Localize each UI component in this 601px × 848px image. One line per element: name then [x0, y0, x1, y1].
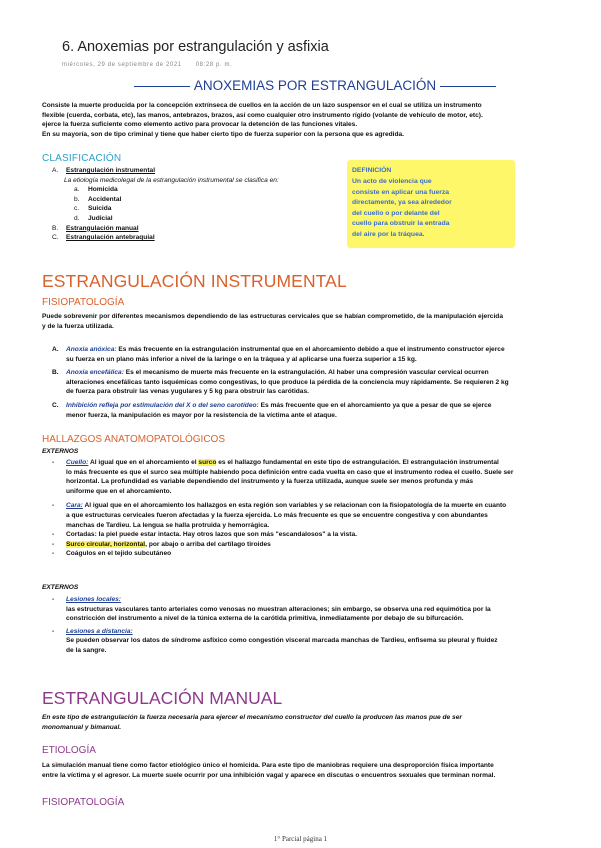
mechanism-term: Inhibición refleja por estimulación del X o del seno carotídeo:	[66, 401, 259, 409]
sublist-label: Judicial	[88, 214, 113, 222]
mechanism-letter: C.	[52, 401, 59, 409]
paragraph-line: y de la fuerza utilizada.	[42, 322, 114, 330]
paragraph-line: alteraciones encefálicas tanto isquémicas como congestivas, lo que produce la pérdida de la conciencia muy rápidamente. Se requieren 2 kg	[66, 378, 509, 386]
intro-line: En su mayoría, son de tipo criminal y tiene que haber cierto tipo de fuerza superior con la persona que es agredida.	[42, 130, 405, 138]
text-fragment: , por abajo o arriba del cartílago tiroides	[145, 540, 271, 548]
sublist-letter: d.	[74, 214, 80, 222]
list-item	[52, 458, 597, 468]
intro-line: flexible (cuerda, corbata, etc), las manos, antebrazos, brazos, así como cualquier otro instrumento rígido (volante de vehículo de motor, etc).	[42, 111, 483, 119]
sublist-label: Accidental	[88, 195, 122, 203]
time-text: 08:28 p. m.	[195, 62, 233, 68]
mechanism-item	[52, 401, 597, 420]
definition-line: cuello para obstruir la entrada	[352, 220, 450, 227]
lesiones-distancia-term: Lesiones a distancia:	[66, 627, 133, 635]
paragraph-line: manchas de Tardieu. La lengua se halla protruida y hemorrágica.	[66, 521, 270, 529]
list-item	[52, 540, 597, 550]
list-item	[52, 501, 597, 511]
paragraph-line: En este tipo de estrangulación la fuerza necesaria para ejercer el mecanismo constructor del cuello la producen las manos pue de ser	[42, 714, 462, 721]
paragraph-line: su fuerza en un plano más inferior a nivel de la laringe o en la tráquea y al aplicarse una fuerza superior a 15 kg.	[66, 355, 417, 363]
sublist-letter: a.	[74, 186, 80, 194]
clasificacion-list	[52, 166, 279, 243]
list-item	[52, 233, 279, 243]
etiologia-paragraph	[42, 761, 597, 780]
paragraph-line: monomanual y bimanual.	[42, 723, 122, 731]
list-letter: B.	[52, 224, 59, 232]
sublist-label: Suicida	[88, 205, 112, 213]
manual-heading: ESTRANGULACIÓN MANUAL	[42, 688, 283, 708]
dash-bullet: -	[52, 550, 55, 558]
page-footer: 1° Parcial página 1	[273, 835, 328, 843]
sublist	[52, 185, 279, 223]
intro-paragraph	[42, 101, 582, 139]
sublist-item	[74, 195, 279, 205]
list-item	[52, 530, 597, 540]
sublist-letter: c.	[74, 205, 80, 213]
hallazgos-externos-list	[52, 458, 597, 559]
definition-line: Un acto de violencia que	[352, 178, 432, 185]
lesiones-list	[52, 595, 597, 656]
mechanism-letter: B.	[52, 369, 59, 377]
paragraph-line: constricción del instrumento a nivel de la túnica externa de la carótida primitiva, inmediatamente por debajo de su bifurcación.	[66, 615, 464, 623]
list-letter: C.	[52, 234, 59, 242]
lesiones-locales-term: Lesiones locales:	[66, 596, 121, 603]
list-label: Estrangulación manual	[66, 224, 139, 232]
sublist-item	[74, 204, 279, 214]
text-fragment: es el hallazgo fundamental en este tipo de estrangulación. El estrangulación instrumental	[216, 459, 499, 466]
list-item	[52, 224, 279, 234]
externos-label-2: EXTERNOS	[42, 584, 79, 591]
heading-rule-right	[440, 86, 496, 87]
mechanism-first-line	[52, 368, 597, 378]
list-item	[52, 595, 597, 605]
definition-line: consiste en aplicar una fuerza	[352, 188, 450, 196]
list-label: Estrangulación instrumental	[66, 167, 156, 174]
hallazgos-heading: HALLAZGOS ANATOMOPATOLÓGICOS	[42, 434, 226, 445]
dash-bullet: -	[52, 627, 55, 635]
instrumental-heading: ESTRANGULACIÓN INSTRUMENTAL	[42, 271, 347, 291]
dash-bullet: -	[52, 596, 55, 603]
paragraph-line: La simulación manual tiene como factor etiológico único el homicida. Para este tipo de maniobras requiere una desproporción física importante	[42, 762, 494, 769]
sublist-item	[74, 214, 279, 224]
mechanism-term: Anoxia encefálica:	[66, 369, 124, 377]
etiologia-heading: ETIOLOGÍA	[42, 745, 96, 756]
section-heading-text: ANOXEMIAS POR ESTRANGULACIÓN	[193, 78, 437, 93]
mechanism-list	[52, 345, 597, 424]
manual-intro	[42, 713, 587, 732]
date-text: miércoles, 29 de septiembre de 2021	[62, 62, 182, 68]
highlight-surco-circular: Surco circular, horizontal	[66, 540, 146, 548]
text-fragment: Al igual que en el ahorcamiento el	[88, 459, 199, 466]
paragraph-line: Puede sobrevenir por diferentes mecanismos dependiendo de las estructuras cervicales que se habían comprometido, de la manipulación ejercida	[42, 313, 503, 320]
paragraph-line: menor fuerza, la manipulación es mayor por la resistencia de la víctima ante el ataque.	[66, 411, 337, 419]
dash-bullet: -	[52, 502, 55, 510]
mechanism-term: Anoxia anóxica:	[66, 346, 117, 353]
text-fragment: Es el mecanismo de muerte más frecuente en la estrangulación. Al haber una compresión vascular cervical ocurren	[123, 369, 489, 377]
list-item	[52, 166, 279, 176]
definition-title: DEFINICIÓN	[352, 167, 392, 174]
sublist-item	[74, 185, 279, 195]
mechanism-first-line	[52, 401, 597, 411]
text-fragment: Cortadas: la piel puede estar intacta. Hay otros lazos que son más "escandalosos" a la vista.	[66, 531, 357, 539]
paragraph-line: horizontal. La profundidad es variable dependiendo del instrumento y la fuerza utilizada, aunque suele ser menos profunda y más	[66, 478, 474, 486]
externos-label: EXTERNOS	[42, 448, 79, 455]
list-label: Estrangulación antebraquial	[66, 234, 155, 242]
dash-bullet: -	[52, 531, 55, 539]
manual-fisiopatologia-heading: FISIOPATOLOGÍA	[42, 797, 125, 808]
highlight-surco: surco	[198, 459, 217, 466]
mechanism-first-line	[52, 345, 597, 355]
paragraph-line: entre la víctima y el agresor. La muerte suele ocurrir por una inhibición vagal y aparece en discutas o encuentros sexuales que terminan normal.	[42, 771, 496, 779]
paragraph-line: lo más frecuente es que el surco sea múltiple habiendo poca definición entre cada vuelta en caso que el instrumento rodea el cuello. Suele ser	[66, 468, 514, 476]
mechanism-item	[52, 345, 597, 364]
fisiopatologia-heading: FISIOPATOLOGÍA	[42, 297, 125, 308]
list-letter: A.	[52, 167, 59, 174]
cuello-term: Cuello:	[66, 459, 89, 466]
text-fragment: Al igual que en el ahorcamiento los hallazgos en esta región son variables y se relacionan con la fisiopatología de la muerte en cuanto	[82, 502, 507, 510]
list-item	[52, 627, 597, 637]
clasificacion-heading: CLASIFICACIÓN	[42, 153, 122, 164]
paragraph-line: de fuerza para obstruir las venas yugulares y 5 kg para obstruir las carótidas.	[66, 388, 309, 396]
dash-bullet: -	[52, 540, 55, 548]
intro-line: ejerce la fuerza suficiente como elemento activo para provocar la detención de las funciones vitales.	[42, 121, 358, 129]
mechanism-item	[52, 368, 597, 397]
sublist-label: Homicida	[88, 186, 118, 194]
paragraph-line: de la sangre.	[66, 646, 107, 654]
intro-line: Consiste la muerte producida por la concepción extrínseca de cuellos en la acción de un lazo suspensor en el cual se utiliza un instrumento	[42, 102, 482, 109]
text-fragment: Es más frecuente que en el ahorcamiento ya que a pesar de que se ejerce	[258, 401, 492, 409]
definition-line: del cuello o por delante del	[352, 209, 440, 217]
mechanism-letter: A.	[52, 346, 59, 353]
text-fragment: Coágulos en el tejido subcutáneo	[66, 550, 172, 558]
text-fragment: Es más frecuente en la estrangulación instrumental que en el ahorcamiento debido a que el instrumento constructor ejerce	[116, 346, 505, 353]
paragraph-line: uniforme que en el ahorcamiento.	[66, 487, 172, 495]
page-title: 6. Anoxemias por estrangulación y asfixia	[62, 39, 329, 55]
heading-rule-left	[134, 86, 190, 87]
list-subtext: La etiología medicolegal de la estrangulación instrumental se clasifica en:	[64, 176, 279, 184]
section-heading-anoxemias	[120, 78, 510, 93]
definition-text	[352, 177, 512, 240]
dash-bullet: -	[52, 459, 55, 466]
paragraph-line: las estructuras vasculares tanto arteriales como venosas no muestran alteraciones; sin embargo, se observa una red equimótica por la	[66, 605, 491, 613]
definition-line: directamente, ya sea alrededor	[352, 199, 452, 206]
cara-term: Cara:	[66, 502, 83, 510]
fisiopatologia-paragraph	[42, 312, 597, 331]
list-item	[52, 549, 597, 559]
page-date	[62, 62, 246, 68]
paragraph-line: a que estructuras cervicales fueron afectadas y la fuerza ejercida. Lo más frecuente es que se encuentre congestiva y con abundantes	[66, 511, 488, 519]
paragraph-line: Se pueden observar los datos de síndrome asfíxico como congestión visceral marcada manchas de Tardieu, enfisema su pleural y fluidez	[66, 637, 498, 645]
sublist-letter: b.	[74, 195, 80, 203]
definition-line: del aire por la tráquea.	[352, 230, 425, 238]
